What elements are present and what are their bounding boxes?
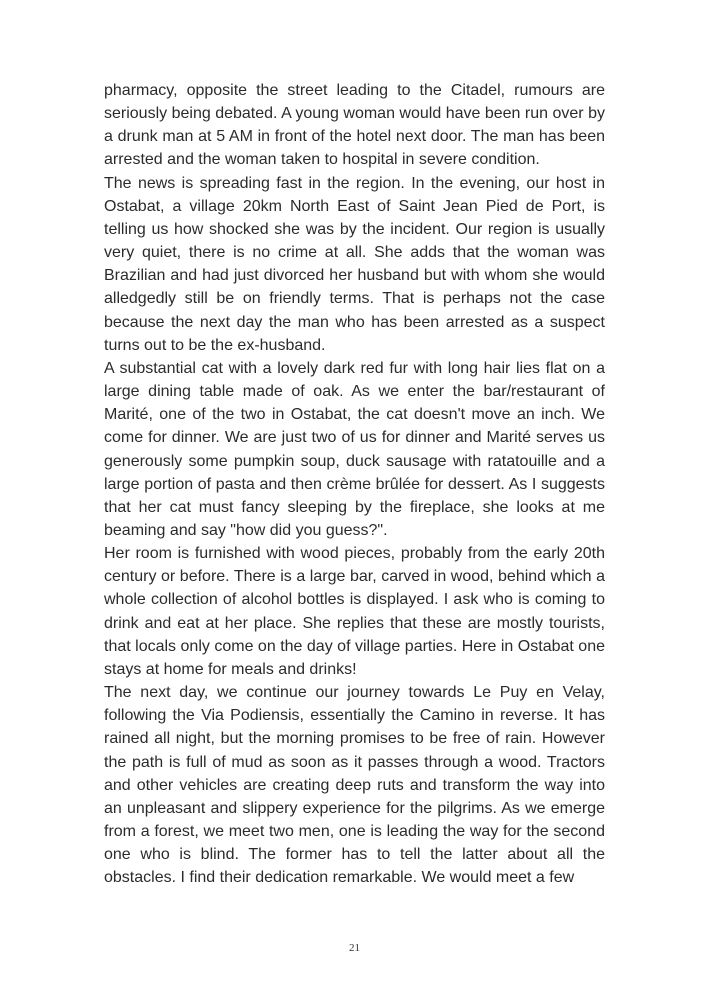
paragraph: The next day, we continue our journey towards Le Puy en Velay, following the Via Podiensis, essentially the Camino in reverse. It has rained all night, but the morning promises to be free of rain. However the path is full of mud as soon as it passes through a wood. Tractors and other vehicles are creating deep ruts and transform the way into an unpleasant and slippery experience for the pilgrims. As we emerge from a forest, we meet two men, one is leading the way for the second one who is blind. The former has to tell the latter about all the obstacles. I find their dedication remarkable. We would meet a few [104,684,605,887]
page-number: 21 [349,942,360,954]
paragraph: pharmacy, opposite the street leading to the Citadel, rumours are seriously being debated. A young woman would have been run over by a drunk man at 5 AM in front of the hotel next door. The man has been arrested and the woman taken to hospital in severe condition. [104,82,605,169]
paragraph: The news is spreading fast in the region. In the evening, our host in Ostabat, a village 20km North East of Saint Jean Pied de Port, is telling us how shocked she was by the incident. Our region is usually very quiet, there is no crime at all. She adds that the woman was Brazilian and had just divorced her husband but with whom she would alledgedly still be on friendly terms. That is perhaps not the case because the next day the man who has been arrested as a suspect turns out to be the ex-husband. [104,174,605,354]
body-text [104,79,605,889]
paragraph: Her room is furnished with wood pieces, probably from the early 20th century or before. There is a large bar, carved in wood, behind which a whole collection of alcohol bottles is displayed. I ask who is coming to drink and eat at her place. She replies that these are mostly tourists, that locals only come on the day of village parties. Here in Ostabat one stays at home for meals and drinks! [104,545,605,678]
paragraph: A substantial cat with a lovely dark red fur with long hair lies flat on a large dining table made of oak. As we enter the bar/restaurant of Marité, one of the two in Ostabat, the cat doesn't move an inch. We come for dinner. We are just two of us for dinner and Marité serves us generously some pumpkin soup, duck sausage with ratatouille and a large portion of pasta and then crème brûlée for dessert. As I suggests that her cat must fancy sleeping by the fireplace, she looks at me beaming and say "how did you guess?". [104,359,605,539]
